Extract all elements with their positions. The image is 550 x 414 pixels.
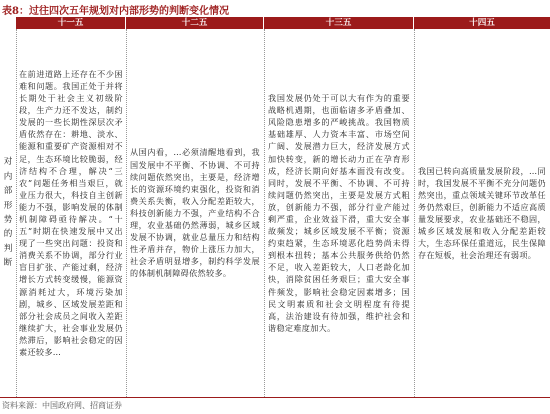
column-divider [264, 29, 265, 397]
cell-11th [19, 29, 123, 397]
column-header-13th: 十三五 [264, 17, 413, 29]
table-title: 表8：过往四次五年规划对内部形势的判断变化情况 [2, 6, 229, 17]
source-note: 资料来源：中国政府网、招商证券 [2, 401, 122, 410]
comparison-table [0, 17, 550, 397]
row-label-text: 对内部形势的判断 [3, 157, 13, 269]
column-header-11th: 十一五 [16, 17, 125, 29]
cell-13th [268, 29, 410, 397]
column-header-14th: 十四五 [414, 17, 550, 29]
column-divider [16, 29, 17, 397]
cell-12th [130, 29, 260, 397]
column-divider [126, 29, 127, 397]
column-divider [414, 29, 415, 397]
cell-14th [418, 29, 546, 397]
cell-13th-text: 我国发展仍处于可以大有作为的重要战略机遇期，也面临诸多矛盾叠加、风险隐患增多的严峻挑战。我国物质基础雄厚、人力资本丰富、市场空间广阔、发展潜力巨大，经济发展方式加快转变，新的增长动力正在孕育形成，经济长期向好基本面没有改变。同时，发展不平衡、不协调、不可持续问题仍然突出，主要是发展方式粗放，创新能力不强，部分行业产能过剩严重，企业效益下滑，重大安全事故频发；城乡区域发展不平衡；资源约束趋紧，生态环境恶化趋势尚未得到根本扭转；基本公共服务供给仍然不足，收入差距较大，人口老龄化加快，消除贫困任务艰巨；重大安全事件频发，影响社会稳定因素增多；国民文明素质和社会文明程度有待提高，法治建设有待加强，维护社会和谐稳定难度加大。 [268, 93, 410, 333]
table-bottom-border [0, 397, 550, 398]
column-header-12th: 十二五 [126, 17, 263, 29]
cell-11th-text: 在前进道路上还存在不少困难和问题。我国正处于并将长期处于社会主义初级阶段，生产力还不发达，制约发展的一些长期性深层次矛盾依然存在：耕地、淡水、能源和重要矿产资源相对不足，生态环境比较脆弱，经济结构不合理，解决“三农”问题任务相当艰巨，就业压力很大，科技自主创新能力不强，影响发展的体制机制障碍亟待解决。“十五”时期在快速发展中又出现了一些突出问题：投资和消费关系不协调，部分行业盲目扩张、产能过剩，经济增长方式转变缓慢，能源资源消耗过大，环境污染加剧，城乡、区域发展差距和部分社会成员之间收入差距继续扩大，社会事业发展仍然滞后，影响社会稳定的因素还较多… [19, 68, 123, 358]
cell-12th-text: 从国内看，…必须清醒地看到，我国发展中不平衡、不协调、不可持续问题依然突出，主要是，经济增长的资源环境约束强化，投资和消费关系失衡，收入分配差距较大，科技创新能力不强，产业结构不合理，农业基础仍然薄弱，城乡区域发展不协调，就业总量压力和结构性矛盾并存，物价上涨压力加大，社会矛盾明显增多，制约科学发展的体制机制障碍依然较多。 [130, 147, 260, 279]
row-label [0, 29, 16, 397]
cell-14th-text: 我国已转向高质量发展阶段，…同时，我国发展不平衡不充分问题仍然突出，重点领域关键环节改革任务仍然艰巨，创新能力不适应高质量发展要求，农业基础还不稳固，城乡区域发展和收入分配差距较大，生态环保任重道远，民生保障存在短板，社会治理还有弱项。 [418, 165, 546, 261]
